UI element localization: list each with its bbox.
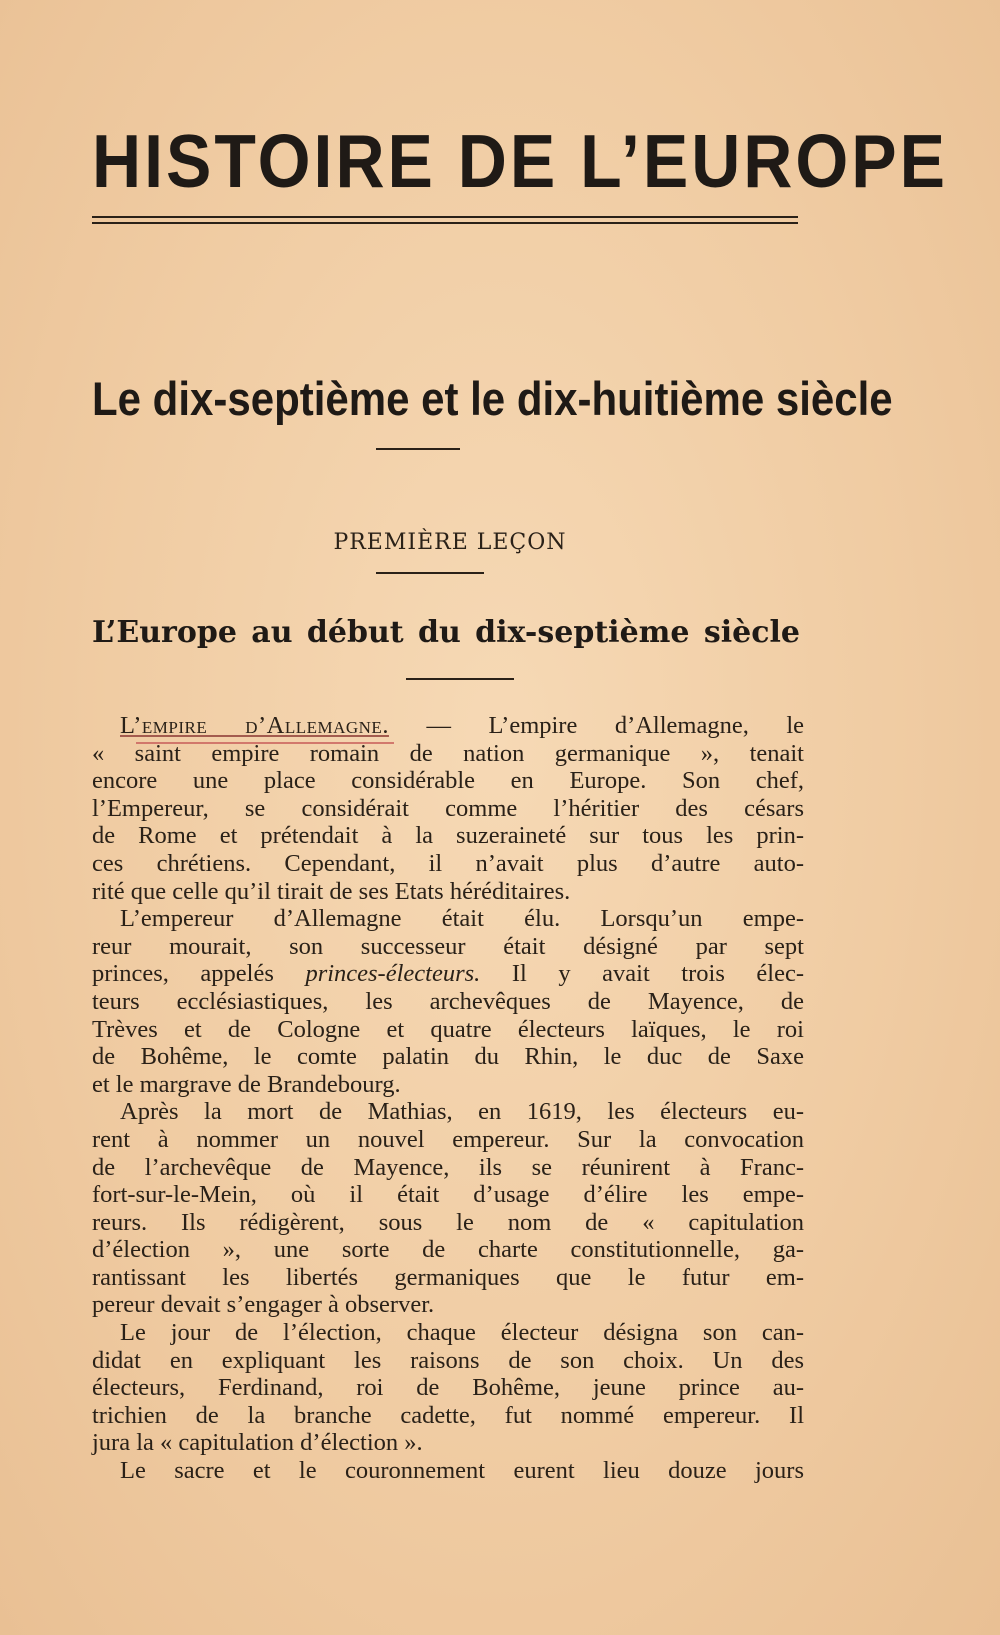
emphasis-term: princes-électeurs. xyxy=(305,960,481,988)
text-line: de Bohême, le comte palatin du Rhin, le duc de Saxe xyxy=(92,1043,804,1071)
text-line: fort-sur-le-Mein, où il était d’usage d’élire les empe- xyxy=(92,1181,804,1209)
text-line: d’élection », une sorte de charte constitutionnelle, ga- xyxy=(92,1236,804,1264)
text-line: princes, appelés princes-électeurs. Il y avait trois élec- xyxy=(92,960,804,988)
text-line: l’Empereur, se considérait comme l’héritier des césars xyxy=(92,794,804,822)
lesson-label: PREMIÈRE LEÇON xyxy=(333,530,567,555)
text-line: Après la mort de Mathias, en 1619, les électeurs eu- xyxy=(120,1098,804,1126)
title-double-rule-top xyxy=(92,216,798,218)
section-lead: L’empire d’Allemagne. xyxy=(120,712,389,739)
divider-rule xyxy=(376,448,460,450)
text-line: pereur devait s’engager à observer. xyxy=(92,1291,435,1319)
text-line: encore une place considérable en Europe. Son chef, xyxy=(92,767,804,795)
text-line: trichien de la branche cadette, fut nommé empereur. Il xyxy=(92,1401,804,1429)
book-subtitle: Le dix-septième et le dix-huitième siècle xyxy=(92,372,893,426)
text-line: jura la « capitulation d’élection ». xyxy=(92,1429,423,1457)
text-line: rité que celle qu’il tirait de ses Etats héréditaires. xyxy=(92,877,571,905)
text-line: de Rome et prétendait à la suzeraineté sur tous les prin- xyxy=(92,822,804,850)
text-line: Trèves et de Cologne et quatre électeurs laïques, le roi xyxy=(92,1015,804,1043)
divider-rule xyxy=(406,678,514,680)
text-line: de l’archevêque de Mayence, ils se réunirent à Franc- xyxy=(92,1153,804,1181)
text-line: « saint empire romain de nation germanique », tenait xyxy=(92,739,804,767)
text-line: rantissant les libertés germaniques que le futur em- xyxy=(92,1263,804,1291)
text-line: reurs. Ils rédigèrent, sous le nom de « capitulation xyxy=(92,1208,804,1236)
text-line: didat en expliquant les raisons de son choix. Un des xyxy=(92,1346,804,1374)
title-double-rule-bottom xyxy=(92,222,798,224)
divider-rule xyxy=(376,572,484,574)
text-line: teurs ecclésiastiques, les archevêques de Mayence, de xyxy=(92,987,804,1015)
text-line: L’empire d’Allemagne. — L’empire d’Allemagne, le xyxy=(120,712,805,739)
body-text xyxy=(92,712,804,1485)
text-line: reur mourait, son successeur était désigné par sept xyxy=(92,932,804,960)
text-line: électeurs, Ferdinand, roi de Bohême, jeune prince au- xyxy=(92,1374,804,1402)
text-line: ces chrétiens. Cependant, il n’avait plus d’autre auto- xyxy=(92,849,804,877)
text-line: rent à nommer un nouvel empereur. Sur la convocation xyxy=(92,1125,804,1153)
lesson-title: L’Europe au début du dix-septième siècle xyxy=(92,615,800,650)
text-line: et le margrave de Brandebourg. xyxy=(92,1070,401,1098)
book-title: HISTOIRE DE L’EUROPE xyxy=(92,119,949,204)
text-line: L’empereur d’Allemagne était élu. Lorsqu’un empe- xyxy=(120,905,804,933)
text-line: Le sacre et le couronnement eurent lieu douze jours xyxy=(120,1457,804,1485)
text-line: Le jour de l’élection, chaque électeur désigna son can- xyxy=(120,1319,804,1347)
